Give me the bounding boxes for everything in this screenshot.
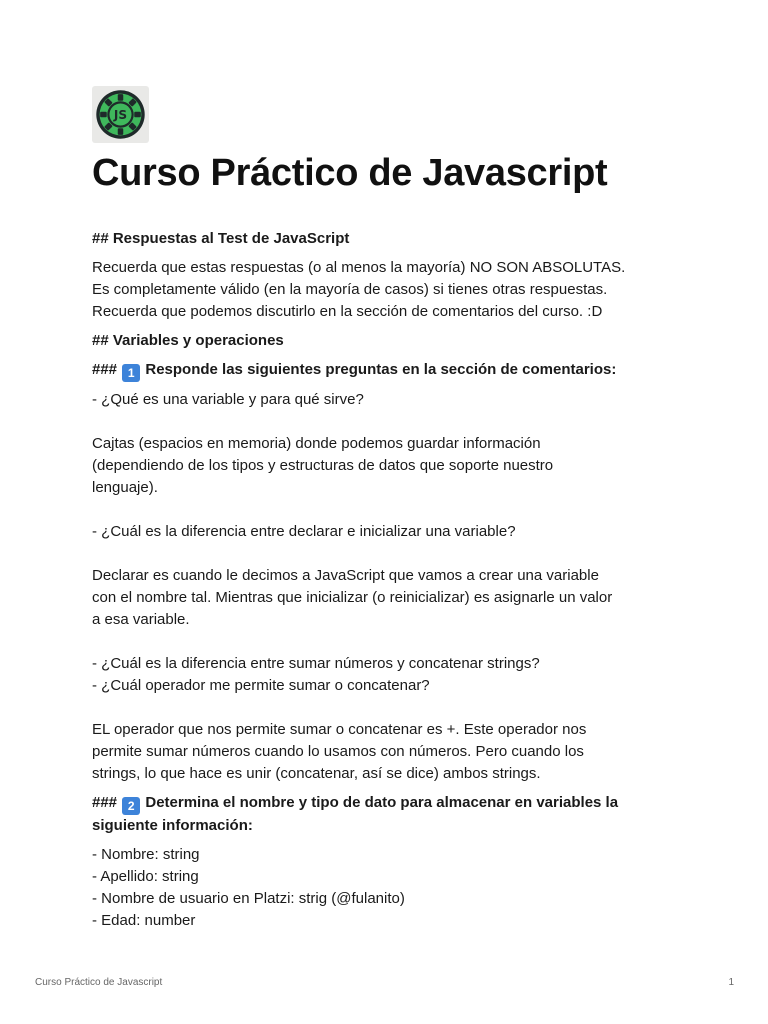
question-operador: - ¿Cuál operador me permite sumar o concatenar? <box>92 677 430 694</box>
keycap-one-icon: 1 <box>122 364 140 382</box>
document-body <box>92 228 682 932</box>
heading-text: Responde las siguientes preguntas en la sección de comentarios: <box>145 361 617 378</box>
answer-3-line-1: EL operador que nos permite sumar o concatenar es +. Este operador nos <box>92 721 587 738</box>
intro-line-1: Recuerda que estas respuestas (o al menos la mayoría) NO SON ABSOLUTAS. <box>92 259 626 276</box>
svg-text:JS: JS <box>113 107 128 122</box>
question-declarar: - ¿Cuál es la diferencia entre declarar e inicializar una variable? <box>92 523 516 540</box>
page-icon <box>92 86 149 143</box>
list-item: - Nombre: string <box>92 846 200 863</box>
blank-line <box>92 543 682 565</box>
answer-2-line-2: con el nombre tal. Mientras que inicializar (o reinicializar) es asignarle un valor <box>92 589 613 606</box>
blank-line <box>92 697 682 719</box>
list-item: - Nombre de usuario en Platzi: strig (@fulanito) <box>92 890 405 907</box>
answer-1-line-1: Cajtas (espacios en memoria) donde podemos guardar información <box>92 435 541 452</box>
heading-variables: ## Variables y operaciones <box>92 332 284 349</box>
list-item: - Apellido: string <box>92 868 199 885</box>
answer-1-line-3: lenguaje). <box>92 479 158 496</box>
intro-line-2: Es completamente válido (en la mayoría de casos) si tienes otras respuestas. <box>92 281 608 298</box>
heading-respuestas: ## Respuestas al Test de JavaScript <box>92 230 350 247</box>
footer-title: Curso Práctico de Javascript <box>35 977 163 988</box>
heading-text: Determina el nombre y tipo de dato para almacenar en variables la <box>145 794 619 811</box>
heading-question-2 <box>92 792 682 815</box>
page-title: Curso Práctico de Javascript <box>92 152 608 194</box>
heading-prefix: ### <box>92 361 118 378</box>
question-variable: - ¿Qué es una variable y para qué sirve? <box>92 391 364 408</box>
page-number: 1 <box>728 977 734 988</box>
answer-2-line-1: Declarar es cuando le decimos a JavaScript que vamos a crear una variable <box>92 567 599 584</box>
question-sumar: - ¿Cuál es la diferencia entre sumar números y concatenar strings? <box>92 655 540 672</box>
javascript-gear-icon <box>93 87 148 142</box>
list-item: - Edad: number <box>92 912 196 929</box>
answer-2-line-3: a esa variable. <box>92 611 190 628</box>
keycap-two-icon: 2 <box>122 797 140 815</box>
blank-line <box>92 499 682 521</box>
answer-3-line-3: strings, lo que hace es unir (concatenar, así se dice) ambos strings. <box>92 765 541 782</box>
heading-prefix: ### <box>92 794 118 811</box>
blank-line <box>92 411 682 433</box>
heading-question-1 <box>92 359 682 382</box>
intro-line-3: Recuerda que podemos discutirlo en la sección de comentarios del curso. :D <box>92 303 603 320</box>
blank-line <box>92 631 682 653</box>
answer-3-line-2: permite sumar números cuando lo usamos con números. Pero cuando los <box>92 743 584 760</box>
answer-1-line-2: (dependiendo de los tipos y estructuras de datos que soporte nuestro <box>92 457 554 474</box>
heading-question-2-line-2: siguiente información: <box>92 817 253 834</box>
